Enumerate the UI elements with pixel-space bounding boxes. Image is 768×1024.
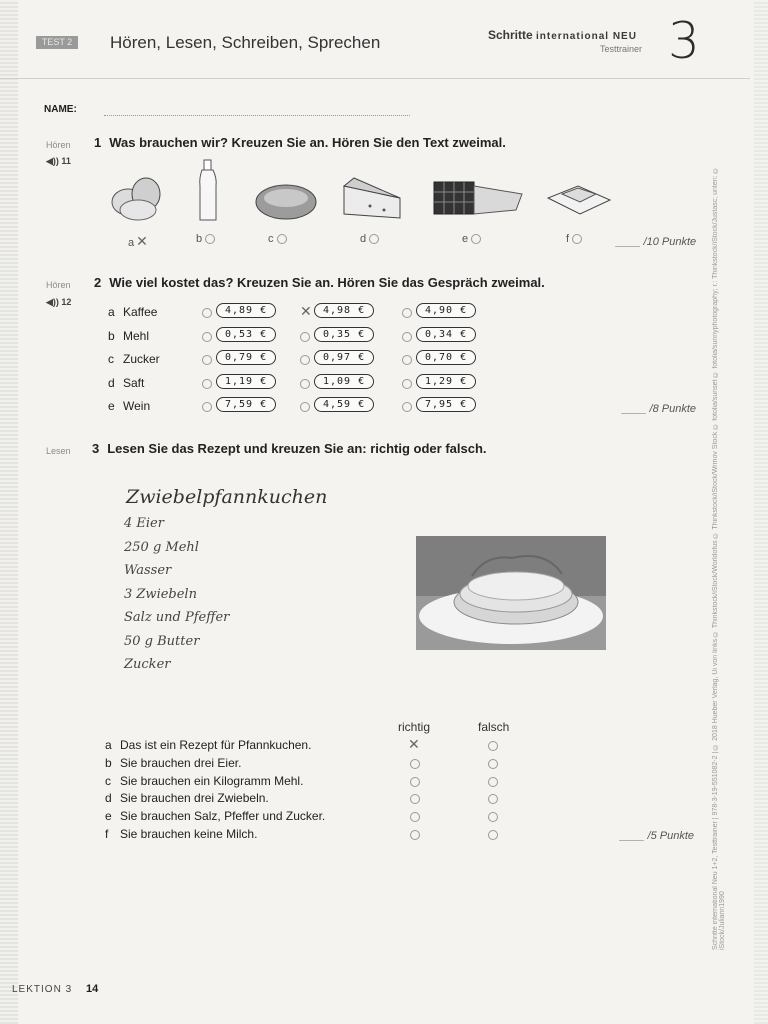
statement-letter: c [105,773,111,788]
option-a [128,233,148,250]
checkbox-circle[interactable] [402,332,412,342]
option-letter: b [196,233,203,245]
checked-cross-icon[interactable]: ✕ [408,736,420,752]
ingredient: Zucker [124,657,171,672]
price-tag: 7,95 € [416,397,476,412]
price-tag: 0,70 € [416,350,476,365]
checkbox-circle[interactable] [277,234,287,244]
statement-text: Sie brauchen Salz, Pfeffer und Zucker. [120,809,326,824]
task3-instruction: Lesen Sie das Rezept und kreuzen Sie an: richtig oder falsch. [107,441,487,456]
page-title: Hören, Lesen, Schreiben, Sprechen [110,33,381,52]
footer-lektion: LEKTION 3 [12,984,73,995]
checkbox-richtig[interactable] [410,812,420,822]
column-richtig: richtig [398,720,431,734]
option-c [268,233,287,245]
ingredient: Salz und Pfeffer [124,610,230,625]
task3-skill: Lesen [46,446,71,456]
checkbox-circle[interactable] [402,355,412,365]
statement-letter: b [105,755,112,770]
eggs-icon [108,168,168,223]
price-row-item: Saft [123,375,145,390]
option-letter: d [360,233,367,245]
task2-number: 2 [94,275,102,290]
price-tag: 4,89 € [216,303,276,318]
cheese-icon [340,174,406,224]
statement-text: Sie brauchen ein Kilogramm Mehl. [120,773,304,788]
task2-instruction: Wie viel kostet das? Kreuzen Sie an. Hören Sie das Gespräch zweimal. [109,275,545,290]
option-letter: f [566,233,570,245]
checked-cross-icon[interactable]: ✕ [300,303,312,319]
price-tag: 0,97 € [314,350,374,365]
task3-number: 3 [92,441,100,456]
task1-heading [94,135,506,150]
price-tag: 0,35 € [314,327,374,342]
brand-subtitle: Testtrainer [600,44,643,54]
checkbox-richtig[interactable] [410,794,420,804]
checkbox-falsch[interactable] [488,794,498,804]
price-row-letter: b [108,328,115,343]
scan-edge-left [0,0,18,1024]
checkbox-circle[interactable] [572,234,582,244]
checkbox-falsch[interactable] [488,777,498,787]
task1-instruction: Was brauchen wir? Kreuzen Sie an. Hören Sie den Text zweimal. [109,135,506,150]
brand-main: Schritte [488,28,533,42]
price-tag: 0,34 € [416,327,476,342]
statement-text: Sie brauchen drei Zwiebeln. [120,791,269,806]
price-tag: 4,59 € [314,397,374,412]
task2-audio-track: ◀)) 12 [46,297,72,307]
checkbox-circle[interactable] [202,332,212,342]
checkbox-richtig[interactable] [410,777,420,787]
task2-skill: Hören [46,280,71,290]
checkbox-circle[interactable] [202,402,212,412]
checkbox-richtig[interactable] [410,759,420,769]
checkbox-falsch[interactable] [488,759,498,769]
price-tag: 1,19 € [216,374,276,389]
checkbox-circle[interactable] [369,234,379,244]
checkbox-circle[interactable] [300,379,310,389]
task3-points: ____ /5 Punkte [620,830,695,842]
price-row-letter: d [108,375,115,390]
option-b [196,233,215,245]
option-f [566,233,582,245]
option-letter: a [128,237,135,249]
checkbox-circle[interactable] [202,379,212,389]
price-row-item: Zucker [123,352,160,366]
column-falsch: falsch [478,720,510,734]
page-number: 14 [86,983,99,995]
checkbox-circle[interactable] [205,234,215,244]
header-divider [0,78,750,79]
price-tag: 0,53 € [216,327,276,342]
price-tag: 0,79 € [216,350,276,365]
checkbox-circle[interactable] [402,379,412,389]
checkbox-falsch[interactable] [488,741,498,751]
price-row-letter: e [108,399,115,413]
price-row-item: Kaffee [123,305,158,319]
price-tag: 4,90 € [416,303,476,318]
statement-letter: a [105,738,112,752]
checkbox-circle[interactable] [300,355,310,365]
statement-letter: e [105,809,112,824]
bottle-icon [196,158,220,224]
price-row-letter: a [108,305,115,319]
statement-letter: f [105,827,109,841]
name-field[interactable] [104,115,410,116]
option-d [360,233,379,245]
recipe-title: Zwiebelpfannkuchen [126,486,328,508]
task1-skill: Hören [46,140,71,150]
statement-text: Sie brauchen drei Eier. [120,755,242,770]
checkbox-circle[interactable] [402,308,412,318]
ingredient: 50 g Butter [124,633,200,649]
price-tag: 1,09 € [314,374,374,389]
task1-number: 1 [94,135,102,150]
task3-heading [92,441,487,456]
price-row-item: Mehl [123,328,150,343]
statement-text: Sie brauchen keine Milch. [120,827,258,841]
price-row-letter: c [108,352,114,366]
statement-text: Das ist ein Rezept für Pfannkuchen. [120,738,312,752]
ingredient: 4 Eier [124,516,164,531]
task2-points: ____ /8 Punkte [622,403,697,415]
checkbox-circle[interactable] [300,402,310,412]
checkbox-circle[interactable] [300,332,310,342]
volume-number: 3 [668,12,700,70]
checkbox-circle[interactable] [471,234,481,244]
task1-points: ____ /10 Punkte [616,236,697,248]
butter-icon [544,180,614,220]
ingredient: 3 Zwiebeln [124,586,197,602]
checkbox-circle[interactable] [402,402,412,412]
scan-edge-right [754,0,768,1024]
option-e [462,233,481,245]
pancake-photo-icon [416,536,606,650]
option-letter: e [462,233,469,245]
statement-letter: d [105,791,112,806]
checkbox-falsch[interactable] [488,812,498,822]
task2-heading [94,275,545,290]
checked-cross-icon[interactable]: ✕ [136,233,148,249]
checkbox-circle[interactable] [202,355,212,365]
test-badge: TEST 2 [36,36,78,49]
copyright-sidetext: Schritte international Neu 1+2, Testtrainer | 978-3-19-551082-2 | © 2018 Hueber Verlag, Ui von links © Thinkstock/iStock/Worldofus © Thinkstock/iStock/Wrmov Stock © fotolia/sunset © fotolia/sunnyphotography; r.: Thinkstock/iStock/Justasc; unten: © iStock/Juliann1990 [712,166,726,950]
checkbox-falsch[interactable] [488,830,498,840]
price-tag: 7,59 € [216,397,276,412]
checkbox-richtig[interactable] [410,830,420,840]
bread-icon [252,176,322,224]
task1-audio-track: ◀)) 11 [46,156,71,166]
brand-name [488,28,637,42]
brand-rest: international NEU [536,31,637,42]
price-row-item: Wein [123,399,151,413]
option-letter: c [268,233,274,245]
price-tag: 4,98 € [314,303,374,318]
ingredient: 250 g Mehl [124,539,199,555]
name-label: NAME: [44,104,77,115]
checkbox-circle[interactable] [202,308,212,318]
ingredient: Wasser [124,563,172,578]
price-tag: 1,29 € [416,374,476,389]
chocolate-icon [432,180,526,218]
